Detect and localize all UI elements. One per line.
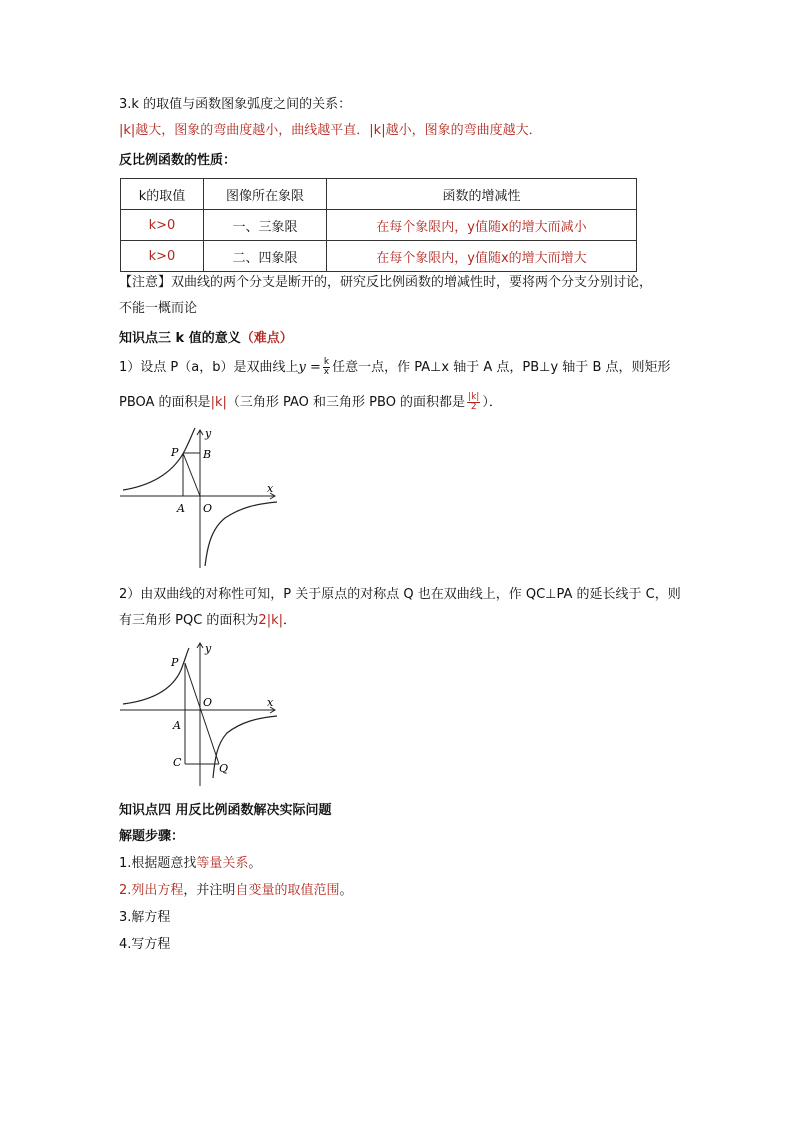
section3-p2: |k|越小，图象的弯曲度越大． (369, 123, 542, 138)
kp3-p2c: ）． (482, 395, 502, 410)
hyperbola-branch-upper (123, 648, 189, 704)
note-tag: 【注意】 (119, 275, 172, 290)
segment-po (183, 453, 200, 496)
table-cell: k>0 (121, 210, 204, 241)
section3-text (119, 121, 542, 141)
table-cell: k>0 (121, 241, 204, 272)
label-b: B (203, 448, 212, 461)
step2-e: 。 (339, 883, 353, 898)
kp3-p1b: 任意一点，作 PA⊥x 轴于 A 点，PB⊥y 轴于 B 点，则矩形 (332, 360, 671, 375)
kp4-steps-title: 解题步骤： (119, 829, 185, 844)
kp3-q2a: 有三角形 PQC 的面积为 (119, 613, 259, 628)
kp3-p2a: PBOA 的面积是 (119, 395, 211, 410)
label-q: Q (219, 762, 229, 775)
kp3-p2b: （三角形 PAO 和三角形 PBO 的面积都是 (226, 395, 466, 410)
fraction-den: x (323, 367, 330, 377)
kp3-q2c: ． (282, 613, 296, 628)
hyperbola-branch-lower (205, 502, 277, 566)
kp3-title-text: 知识点三 k 值的意义 (119, 331, 241, 346)
label-a: A (173, 719, 181, 732)
fraction-absk-over-2 (467, 393, 480, 412)
step2-c: ，并注明 (183, 883, 236, 898)
segment-pq (185, 663, 219, 764)
kp3-title-tag: （难点） (240, 331, 293, 346)
kp3-q1: 2）由双曲线的对称性可知，P 关于原点的对称点 Q 也在双曲线上，作 QC⊥PA 的延长线于 C，则 (119, 587, 681, 602)
table-cell: 一、三象限 (204, 210, 327, 241)
label-o: O (203, 696, 213, 709)
kp3-p2 (119, 393, 502, 413)
label-a: A (177, 502, 185, 515)
hyperbola-graph-2 (115, 638, 285, 788)
fraction-num: |k| (468, 392, 480, 402)
step1-c: 。 (248, 856, 262, 871)
kp4-step4: 4.写方程 (119, 937, 171, 952)
kp3-q2b: 2|k| (258, 613, 283, 628)
hyperbola-graph-1 (115, 420, 285, 570)
label-o: O (203, 502, 213, 515)
note-line2: 不能一概而论 (119, 301, 198, 316)
note-line1 (119, 273, 652, 293)
step1-a: 1.根据题意找 (119, 856, 197, 871)
table-header-row (121, 179, 637, 210)
table-cell: 在每个象限内，y值随x的增大而增大 (327, 241, 637, 272)
hyperbola-branch-upper (123, 428, 195, 490)
props-heading: 反比例函数的性质： (119, 153, 237, 168)
kp3-title (119, 329, 293, 349)
label-c: C (173, 756, 182, 769)
table-header: 函数的增减性 (327, 179, 637, 210)
step2-d: 自变量的取值范围 (235, 883, 340, 898)
step1-b: 等量关系 (196, 856, 249, 871)
kp4-title: 知识点四 用反比例函数解决实际问题 (119, 803, 332, 818)
kp3-p1a: 1）设点 P（a，b）是双曲线上 (119, 360, 299, 375)
table-header: k的取值 (121, 179, 204, 210)
label-y-text: y (205, 427, 212, 440)
equation-y: y = (298, 360, 321, 375)
kp3-p1 (119, 358, 671, 378)
kp3-q2 (119, 611, 296, 631)
label-x-text: x (267, 482, 274, 495)
kp3-p2k: |k| (210, 395, 227, 410)
table-header: 图像所在象限 (204, 179, 327, 210)
table-cell: 二、四象限 (204, 241, 327, 272)
label-p: P (171, 446, 179, 459)
section3-title: 3.k 的取值与函数图象弧度之间的关系： (119, 97, 352, 112)
table-row (121, 241, 637, 272)
step2-a: 2. (119, 883, 132, 898)
section3-p1: |k|越大，图象的弯曲度越小，曲线越平直． (119, 123, 370, 138)
props-table (120, 178, 637, 272)
label-y-text: y (205, 642, 212, 655)
fraction-k-over-x (323, 358, 330, 377)
fraction-num: k (323, 357, 330, 367)
kp4-step1 (119, 854, 261, 874)
table-cell: 在每个象限内，y值随x的增大而减小 (327, 210, 637, 241)
note-text1: 双曲线的两个分支是断开的，研究反比例函数的增减性时，要将两个分支分别讨论， (171, 275, 653, 290)
label-x-text: x (267, 696, 274, 709)
step2-b: 列出方程 (131, 883, 184, 898)
table-row (121, 210, 637, 241)
kp4-step3: 3.解方程 (119, 910, 171, 925)
kp4-step2 (119, 881, 352, 901)
fraction-den: 2 (470, 402, 477, 412)
label-p: P (171, 656, 179, 669)
